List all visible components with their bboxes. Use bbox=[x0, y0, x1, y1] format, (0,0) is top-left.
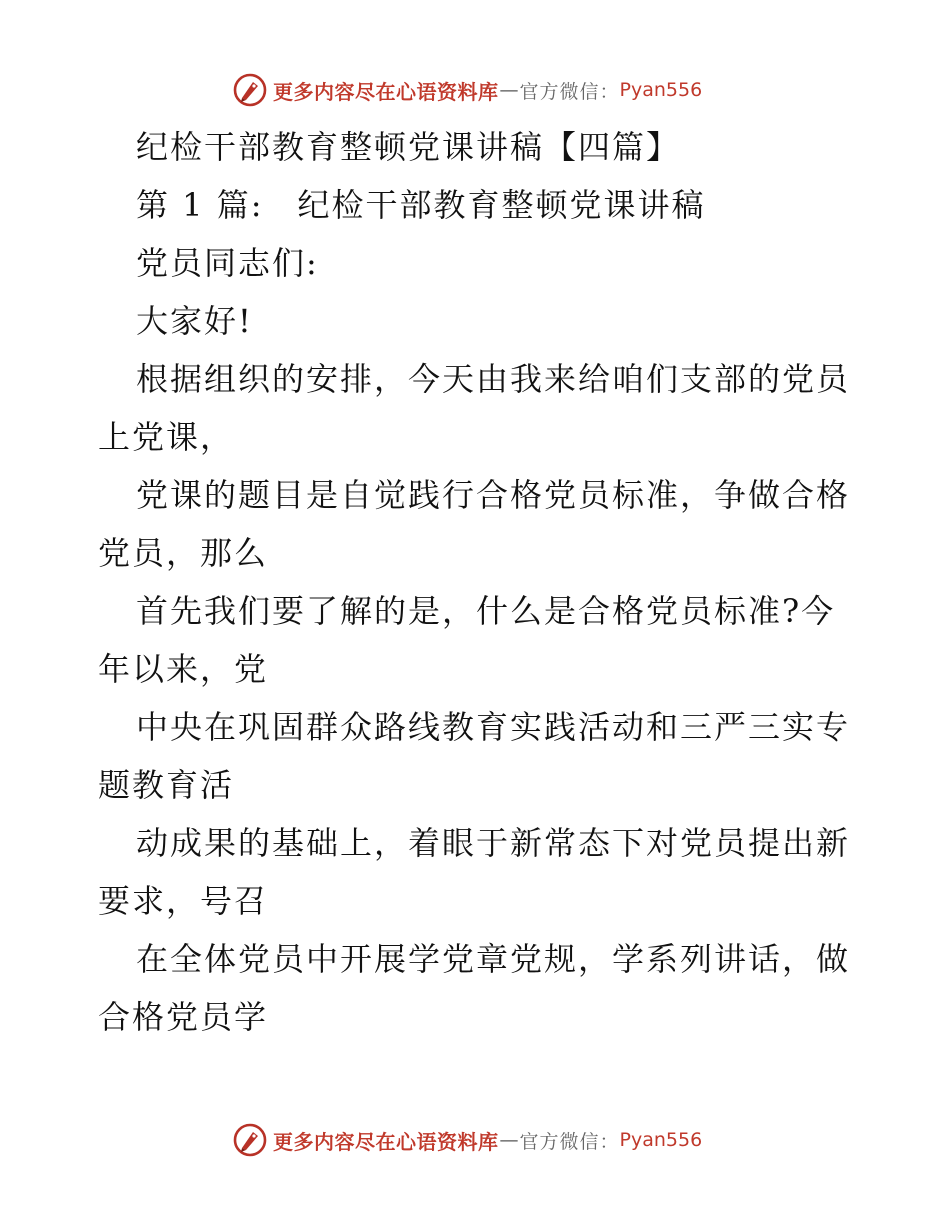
header-watermark bbox=[233, 72, 702, 108]
paragraph-line: 年以来，党 bbox=[98, 650, 269, 688]
paragraph-line: 动成果的基础上，着眼于新常态下对党员提出新 bbox=[136, 824, 851, 862]
paragraph-line: 上党课， bbox=[98, 418, 235, 456]
paragraph-line: 党员，那么 bbox=[98, 534, 269, 572]
watermark-dash: — bbox=[499, 79, 519, 101]
watermark-official-label: 官方微信： bbox=[519, 1130, 620, 1153]
part-title: 纪检干部教育整顿党课讲稿 bbox=[297, 186, 706, 224]
greeting: 大家好! bbox=[136, 302, 253, 340]
paragraph-line: 中央在巩固群众路线教育实践活动和三严三实专 bbox=[136, 708, 851, 746]
document-body bbox=[98, 118, 858, 1046]
paragraph-line: 题教育活 bbox=[98, 766, 235, 804]
paragraph-line: 根据组织的安排，今天由我来给咱们支部的党员 bbox=[136, 360, 851, 398]
watermark-main-text: 更多内容尽在心语资料库 bbox=[273, 1129, 499, 1154]
pen-nib-logo-icon bbox=[233, 73, 267, 107]
paragraph-line: 在全体党员中开展学党章党规，学系列讲话，做 bbox=[136, 940, 851, 978]
watermark-dash: — bbox=[499, 1129, 519, 1151]
watermark-official-label: 官方微信： bbox=[519, 80, 620, 103]
paragraph-line: 要求，号召 bbox=[98, 882, 269, 920]
footer-watermark bbox=[233, 1122, 702, 1158]
watermark-wechat-id: Pyan556 bbox=[619, 1129, 703, 1151]
pen-nib-logo-icon bbox=[233, 1123, 267, 1157]
part-heading bbox=[98, 176, 858, 234]
salutation: 党员同志们: bbox=[136, 244, 319, 282]
paragraph-line: 党课的题目是自觉践行合格党员标准，争做合格 bbox=[136, 476, 851, 514]
watermark-main-text: 更多内容尽在心语资料库 bbox=[273, 79, 499, 104]
paragraph-line: 首先我们要了解的是，什么是合格党员标准?今 bbox=[136, 592, 836, 630]
document-title: 纪检干部教育整顿党课讲稿【四篇】 bbox=[136, 128, 681, 166]
part-label: 第 1 篇: bbox=[136, 186, 264, 224]
watermark-wechat-id: Pyan556 bbox=[619, 79, 703, 101]
paragraph-line: 合格党员学 bbox=[98, 998, 269, 1036]
